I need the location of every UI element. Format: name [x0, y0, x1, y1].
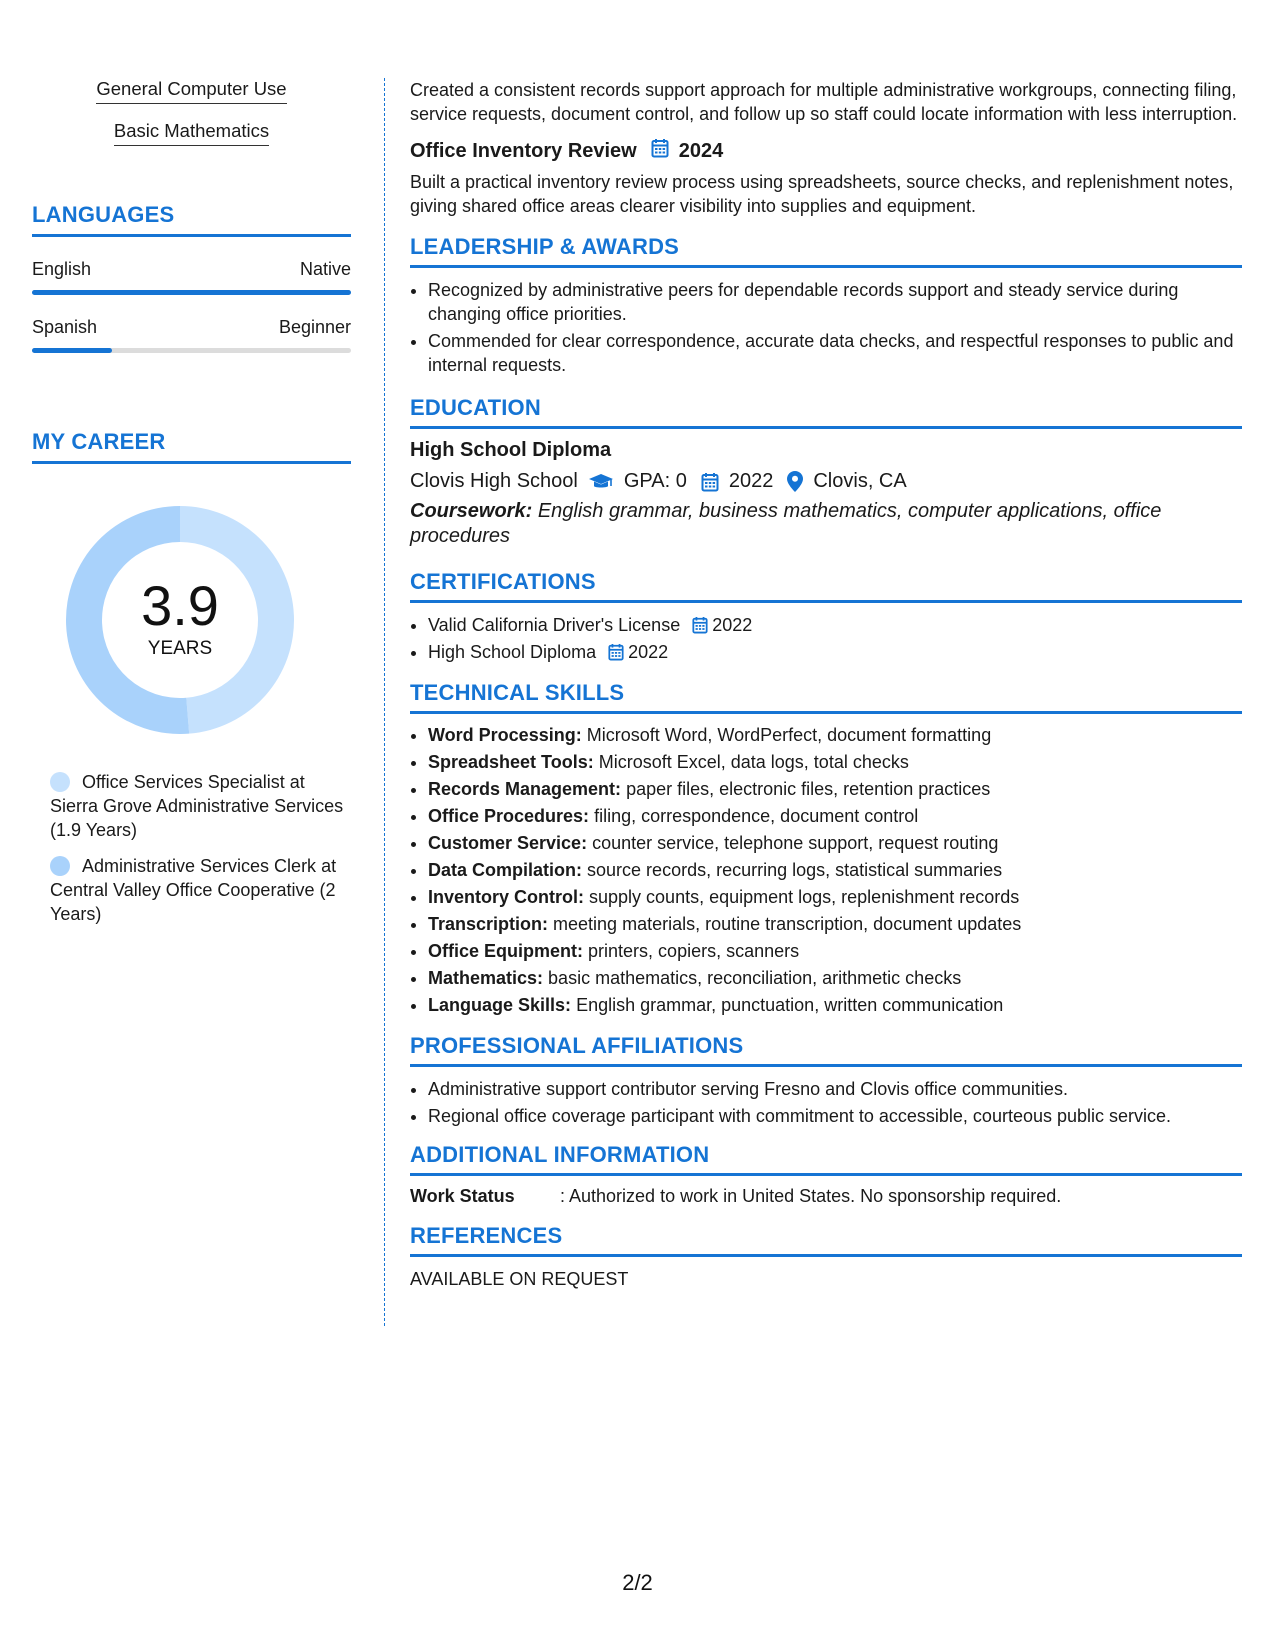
- legend-dot: [50, 856, 70, 876]
- skill-label: Office Procedures:: [428, 806, 590, 826]
- skill-tag: General Computer Use: [96, 78, 286, 104]
- list-item: [428, 640, 1242, 664]
- list-item: [428, 939, 1242, 963]
- calendar-icon: [701, 472, 719, 492]
- list-item: • Recognized by administrative peers for dependable records support and steady service during changing office priorities.: [428, 278, 1242, 326]
- education-location: Clovis, CA: [813, 470, 907, 492]
- career-item-text: Office Services Specialist at Sierra Grove Administrative Services (1.9 Years): [50, 772, 344, 840]
- skill-label: Records Management:: [428, 779, 622, 799]
- technical-skills-list: [410, 723, 1242, 1017]
- skill-label: Transcription:: [428, 914, 549, 934]
- certification-year: 2022: [628, 642, 669, 662]
- references-text: AVAILABLE ON REQUEST: [410, 1269, 629, 1289]
- skill-text: English grammar, punctuation, written communication: [576, 995, 1004, 1015]
- legend-dot: [50, 772, 70, 792]
- right-column: [410, 78, 1242, 1290]
- skill-tag: Basic Mathematics: [114, 120, 269, 146]
- technical-skills-heading: TECHNICAL SKILLS: [410, 680, 1242, 714]
- language-bar: [32, 348, 351, 353]
- skill-text: supply counts, equipment logs, replenishment records: [589, 887, 1020, 907]
- career-list: [32, 770, 351, 926]
- education-meta: [410, 470, 1242, 493]
- coursework-label: Coursework:: [410, 500, 533, 522]
- left-column: [32, 78, 351, 938]
- map-pin-icon: [787, 471, 803, 492]
- career-item: [50, 854, 351, 926]
- language-bar-fill: [32, 290, 351, 295]
- skill-text: basic mathematics, reconciliation, arithmetic checks: [548, 968, 962, 988]
- work-status-label: Work Status: [410, 1186, 515, 1206]
- list-item: [428, 804, 1242, 828]
- column-divider: [384, 78, 385, 1326]
- language-name: Spanish: [32, 317, 98, 337]
- list-item: [428, 777, 1242, 801]
- career-item: [50, 770, 351, 842]
- skill-label: Mathematics:: [428, 968, 544, 988]
- page-number: 2/2: [622, 1570, 653, 1595]
- career-total-years: 3.9: [141, 574, 219, 637]
- calendar-icon: [692, 616, 708, 634]
- language-bar-fill: [32, 348, 112, 353]
- skill-label: Customer Service:: [428, 833, 588, 853]
- coursework: [410, 499, 1242, 549]
- additional-info-heading: ADDITIONAL INFORMATION: [410, 1142, 1242, 1176]
- language-level: Native: [299, 259, 351, 279]
- skill-label: Word Processing:: [428, 725, 582, 745]
- skill-label: Language Skills:: [428, 995, 572, 1015]
- school-name: Clovis High School: [410, 470, 578, 492]
- language-item: [32, 317, 351, 353]
- gpa: GPA: 0: [623, 470, 687, 492]
- graduation-cap-icon: [588, 473, 614, 491]
- skill-label: Data Compilation:: [428, 860, 583, 880]
- degree-title: High School Diploma: [410, 439, 612, 461]
- list-item: [428, 993, 1242, 1017]
- certification-name: • Valid California Driver's License: [428, 615, 681, 635]
- list-item: • Commended for clear correspondence, accurate data checks, and respectful responses to public and internal requests.: [428, 329, 1242, 377]
- languages-heading: LANGUAGES: [32, 202, 351, 237]
- project-title-row: [410, 138, 1242, 164]
- list-item: • Administrative support contributor serving Fresno and Clovis office communities.: [428, 1077, 1242, 1101]
- list-item: [428, 831, 1242, 855]
- skill-text: counter service, telephone support, request routing: [592, 833, 999, 853]
- skill-label: Inventory Control:: [428, 887, 584, 907]
- leadership-heading: LEADERSHIP & AWARDS: [410, 234, 1242, 268]
- affiliations-heading: PROFESSIONAL AFFILIATIONS: [410, 1033, 1242, 1067]
- project-year: 2024: [678, 139, 724, 162]
- work-status-row: [410, 1186, 1242, 1207]
- language-bar: [32, 290, 351, 295]
- certifications-heading: CERTIFICATIONS: [410, 569, 1242, 603]
- education-heading: EDUCATION: [410, 395, 1242, 429]
- calendar-icon: [608, 643, 624, 661]
- certification-year: 2022: [712, 615, 753, 635]
- skill-text: filing, correspondence, document control: [594, 806, 919, 826]
- list-item: [428, 885, 1242, 909]
- list-item: [428, 723, 1242, 747]
- education-year: 2022: [728, 470, 774, 492]
- certification-name: • High School Diploma: [428, 642, 597, 662]
- list-item: [428, 966, 1242, 990]
- coursework-text: English grammar, business mathematics, computer applications, office procedures: [410, 500, 1162, 547]
- leadership-list: [410, 278, 1242, 377]
- affiliations-list: [410, 1077, 1242, 1128]
- list-item: [428, 858, 1242, 882]
- list-item: • Regional office coverage participant with commitment to accessible, courteous public service.: [428, 1104, 1242, 1128]
- skill-text: printers, copiers, scanners: [588, 941, 800, 961]
- skill-label: Spreadsheet Tools:: [428, 752, 594, 772]
- skill-text: source records, recurring logs, statistical summaries: [587, 860, 1003, 880]
- skill-text: meeting materials, routine transcription, document updates: [553, 914, 1022, 934]
- list-item: [428, 750, 1242, 774]
- language-name: English: [32, 259, 92, 279]
- career-item-text: Administrative Services Clerk at Central Valley Office Cooperative (2 Years): [50, 856, 337, 924]
- career-heading: MY CAREER: [32, 429, 351, 464]
- skill-label: Office Equipment:: [428, 941, 584, 961]
- project-description: Created a consistent records support approach for multiple administrative workgroups, connecting filing, service requests, document control, and follow up so staff could locate information with less interruption.: [410, 80, 1238, 124]
- skill-text: Microsoft Excel, data logs, total checks: [598, 752, 909, 772]
- work-status-value: : Authorized to work in United States. No sponsorship required.: [560, 1186, 1062, 1206]
- project-description: Built a practical inventory review process using spreadsheets, source checks, and replenishment notes, giving shared office areas clearer visibility into supplies and equipment.: [410, 172, 1234, 216]
- certifications-list: [410, 613, 1242, 664]
- references-heading: REFERENCES: [410, 1223, 1242, 1257]
- calendar-icon: [651, 138, 669, 164]
- skill-text: Microsoft Word, WordPerfect, document formatting: [586, 725, 992, 745]
- list-item: [428, 912, 1242, 936]
- language-item: [32, 259, 351, 295]
- career-donut: [66, 506, 294, 734]
- language-level: Beginner: [278, 317, 351, 337]
- career-total-unit: YEARS: [147, 638, 213, 659]
- skill-tags: [32, 78, 351, 162]
- project-title: Office Inventory Review: [410, 139, 637, 162]
- skill-text: paper files, electronic files, retention practices: [626, 779, 991, 799]
- list-item: [428, 613, 1242, 637]
